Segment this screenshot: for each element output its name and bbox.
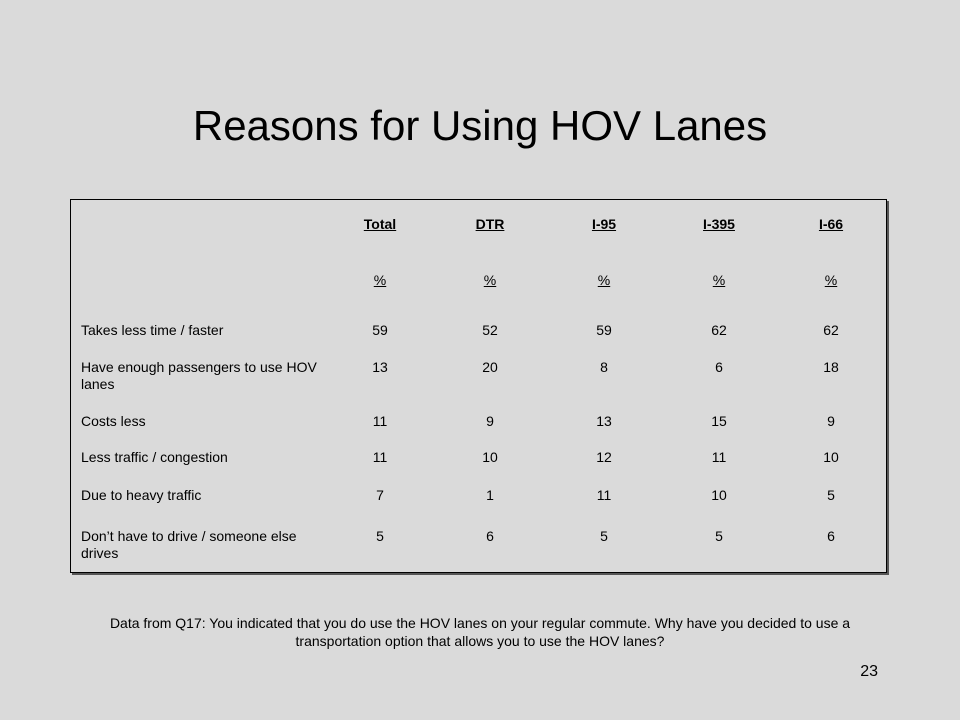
table-cell: 8 (600, 359, 608, 375)
table-cell: 13 (596, 413, 612, 429)
table-cell: 52 (482, 322, 498, 338)
footnote: Data from Q17: You indicated that you do use the HOV lanes on your regular commute. Why have you decided to use a transportation option that allows you to use the HOV lanes? (109, 615, 851, 649)
unit-total: % (373, 272, 387, 288)
row-label-dont-drive: Don’t have to drive / someone else drives (81, 528, 297, 561)
table-cell: 5 (715, 528, 723, 544)
table-cell: 6 (715, 359, 723, 375)
col-header-dtr: DTR (475, 216, 505, 232)
table-cell: 9 (827, 413, 835, 429)
row-label-costs-less: Costs less (81, 413, 146, 429)
col-header-i395: I-395 (703, 216, 735, 232)
row-label-heavy-traffic: Due to heavy traffic (81, 487, 202, 503)
row-label-enough-passengers: Have enough passengers to use HOV lanes (81, 359, 317, 392)
table-cell: 1 (486, 487, 494, 503)
table-cell: 18 (823, 359, 839, 375)
col-header-i95: I-95 (591, 216, 617, 232)
table-cell: 20 (482, 359, 498, 375)
table-cell: 6 (827, 528, 835, 544)
table-cell: 11 (596, 487, 612, 503)
table-cell: 6 (486, 528, 494, 544)
table-cell: 15 (711, 413, 727, 429)
table-cell: 7 (376, 487, 384, 503)
table-cell: 62 (711, 322, 727, 338)
table-cell: 5 (827, 487, 835, 503)
col-header-i66: I-66 (818, 216, 844, 232)
table-cell: 5 (600, 528, 608, 544)
row-label-less-traffic: Less traffic / congestion (81, 449, 228, 465)
page-number: 23 (860, 663, 878, 680)
col-header-total: Total (363, 216, 397, 232)
table-cell: 10 (823, 449, 839, 465)
unit-i66: % (824, 272, 838, 288)
data-table (70, 199, 887, 573)
table-cell: 5 (376, 528, 384, 544)
slide-title: Reasons for Using HOV Lanes (192, 102, 768, 149)
unit-dtr: % (483, 272, 497, 288)
table-cell: 11 (372, 449, 388, 465)
row-label-less-time: Takes less time / faster (81, 322, 224, 338)
table-cell: 9 (486, 413, 494, 429)
table-cell: 59 (372, 322, 388, 338)
table-cell: 10 (711, 487, 727, 503)
table-cell: 11 (711, 449, 727, 465)
table-cell: 62 (823, 322, 839, 338)
table-cell: 11 (372, 413, 388, 429)
unit-i395: % (712, 272, 726, 288)
table-cell: 59 (596, 322, 612, 338)
table-cell: 13 (372, 359, 388, 375)
table-cell: 10 (482, 449, 498, 465)
unit-i95: % (597, 272, 611, 288)
table-cell: 12 (596, 449, 612, 465)
